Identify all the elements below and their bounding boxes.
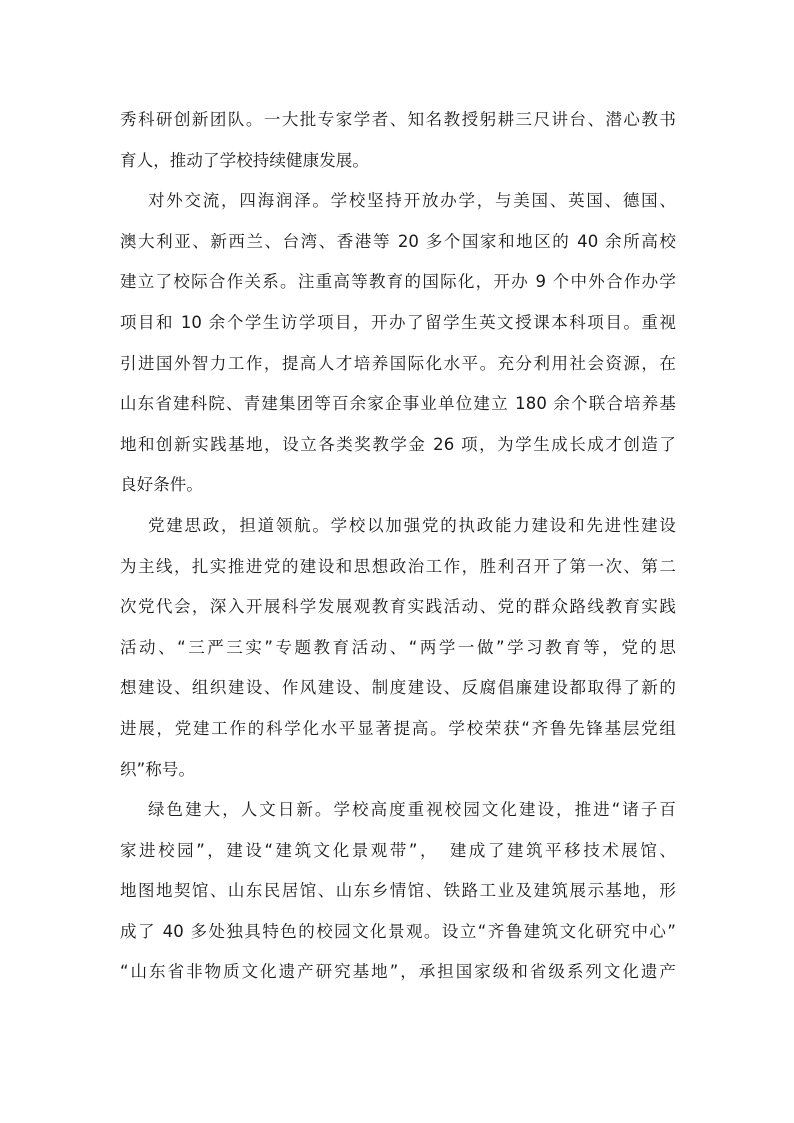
paragraph-first-line: 绿色建大，人文日新。学校高度重视校园文化建设，推进“诸子百 bbox=[148, 800, 676, 820]
text-line: 成了 40 多处独具特色的校园文化景观。设立“齐鲁建筑文化研究中心” bbox=[120, 921, 676, 941]
text-line: 次党代会，深入开展科学发展观教育实践活动、党的群众路线教育实践 bbox=[120, 597, 676, 617]
text-line: 良好条件。 bbox=[120, 475, 203, 495]
text-line: 建立了校际合作关系。注重高等教育的国际化，开办 9 个中外合作办学 bbox=[120, 272, 676, 292]
text-line: 山东省建科院、青建集团等百余家企事业单位建立 180 余个联合培养基 bbox=[120, 394, 676, 414]
text-line: 地图地契馆、山东民居馆、山东乡情馆、铁路工业及建筑展示基地，形 bbox=[120, 881, 676, 901]
text-line: 项目和 10 余个学生访学项目，开办了留学生英文授课本科项目。重视 bbox=[120, 312, 676, 332]
text-line: 织”称号。 bbox=[120, 759, 196, 779]
paragraph-first-line: 对外交流，四海润泽。学校坚持开放办学，与美国、英国、德国、 bbox=[148, 191, 676, 211]
text-line: 活动、“三严三实”专题教育活动、“两学一做”学习教育等，党的思 bbox=[120, 637, 676, 657]
document-page bbox=[120, 100, 676, 993]
text-line: 澳大利亚、新西兰、台湾、香港等 20 多个国家和地区的 40 余所高校 bbox=[120, 231, 676, 251]
text-line: 家进校园”，建设“建筑文化景观带”， 建成了建筑平移技术展馆、 bbox=[120, 840, 676, 860]
paragraph-first-line: 党建思政，担道领航。学校以加强党的执政能力建设和先进性建设 bbox=[148, 515, 676, 535]
text-line: 引进国外智力工作，提高人才培养国际化水平。充分利用社会资源，在 bbox=[120, 353, 676, 373]
text-line: 为主线，扎实推进党的建设和思想政治工作，胜利召开了第一次、第二 bbox=[120, 556, 676, 576]
text-line: 进展，党建工作的科学化水平显著提高。学校荣获“齐鲁先锋基层党组 bbox=[120, 718, 676, 738]
text-line: 地和创新实践基地，设立各类奖教学金 26 项，为学生成长成才创造了 bbox=[120, 434, 676, 454]
text-line: 育人，推动了学校持续健康发展。 bbox=[120, 150, 369, 170]
text-line: 想建设、组织建设、作风建设、制度建设、反腐倡廉建设都取得了新的 bbox=[120, 678, 676, 698]
text-line: “山东省非物质文化遗产研究基地”，承担国家级和省级系列文化遗产 bbox=[120, 962, 676, 982]
text-line: 秀科研创新团队。一大批专家学者、知名教授躬耕三尺讲台、潜心教书 bbox=[120, 110, 676, 129]
